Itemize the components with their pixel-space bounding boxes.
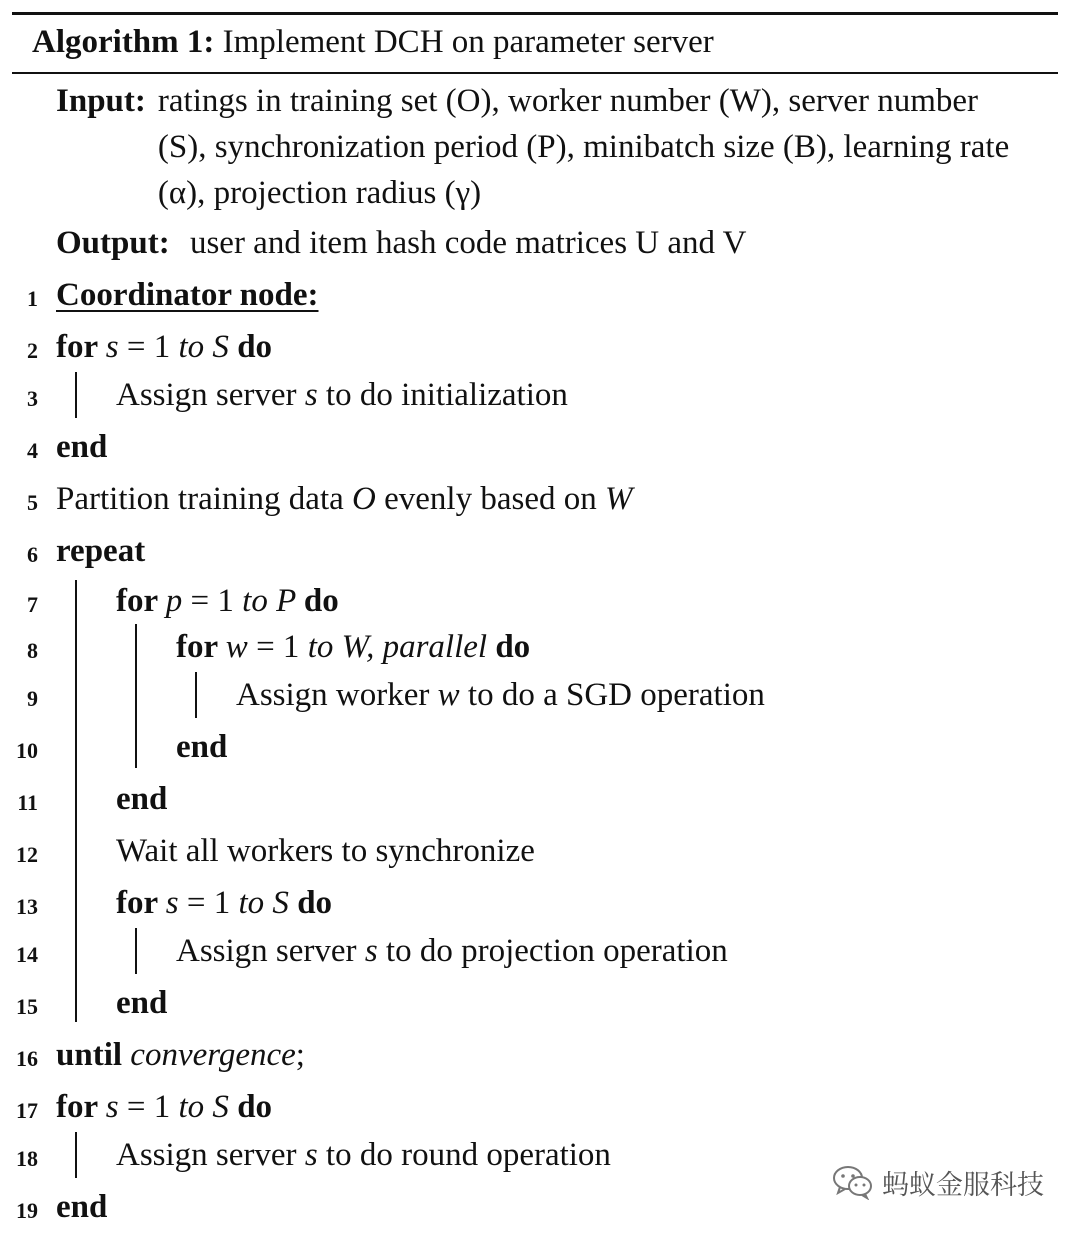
line-number: 3 [27, 386, 38, 411]
block-bar-for-p [135, 624, 137, 768]
code-token: to do initialization [317, 377, 568, 413]
algorithm-line [0, 670, 1060, 720]
code-token: w [225, 629, 248, 665]
line-number: 15 [16, 994, 38, 1019]
line-code [116, 774, 167, 824]
code-token: end [116, 781, 168, 817]
code-token: Partition training data [56, 481, 353, 517]
algorithm-line [0, 474, 1060, 524]
code-token: do [237, 329, 273, 365]
code-token: do [303, 583, 339, 619]
algorithm-line [0, 878, 1060, 928]
algorithm-line [0, 622, 1060, 672]
line-code [176, 722, 227, 772]
line-number: 7 [27, 592, 38, 617]
algorithm-label: Algorithm 1: [32, 24, 215, 60]
line-code [56, 526, 145, 576]
code-token: s [165, 885, 179, 921]
code-token: ; [295, 1037, 305, 1073]
code-token: for [116, 583, 166, 619]
code-token: s [304, 377, 318, 413]
code-token: end [176, 729, 228, 765]
algorithm-line [0, 322, 1060, 372]
algorithm-line [0, 370, 1060, 420]
line-number: 6 [27, 542, 38, 567]
code-token: for [56, 1089, 106, 1125]
code-token: = 1 [118, 1089, 179, 1125]
code-token: Assign worker [236, 677, 438, 713]
line-code [56, 1182, 107, 1232]
algorithm-line [0, 978, 1060, 1028]
line-code [56, 1082, 272, 1132]
code-token: end [56, 1189, 108, 1225]
line-code [116, 978, 167, 1028]
line-number: 2 [27, 338, 38, 363]
line-number: 11 [17, 790, 38, 815]
code-token: for [176, 629, 226, 665]
input-spec [56, 78, 1056, 216]
code-token: end [116, 985, 168, 1021]
line-number: 14 [16, 942, 38, 967]
block-bar-repeat [75, 580, 77, 1022]
algorithm-line [0, 422, 1060, 472]
algorithm-line [0, 526, 1060, 576]
code-token: w [437, 677, 460, 713]
code-token: to do a SGD operation [459, 677, 765, 713]
output-label: Output: [56, 225, 170, 261]
code-token: p [165, 583, 183, 619]
code-token: evenly based on [375, 481, 605, 517]
line-code [176, 926, 728, 976]
code-token: to S [178, 329, 238, 365]
line-number: 1 [27, 286, 38, 311]
line-number: 10 [16, 738, 38, 763]
algorithm-line [0, 270, 1060, 320]
code-token: to S [178, 1089, 238, 1125]
code-token: to P [242, 583, 304, 619]
code-token: W [604, 481, 633, 517]
line-number: 4 [27, 438, 38, 463]
line-number: 12 [16, 842, 38, 867]
code-token: s [105, 1089, 119, 1125]
title-rule [12, 72, 1058, 74]
line-code [116, 370, 568, 420]
algorithm-line [0, 926, 1060, 976]
code-token: = 1 [182, 583, 243, 619]
code-token: O [352, 481, 376, 517]
code-token: = 1 [118, 329, 179, 365]
line-code [56, 474, 632, 524]
watermark-text: 蚂蚁金服科技 [882, 1169, 1044, 1201]
line-code [116, 826, 535, 876]
code-token: = 1 [178, 885, 239, 921]
algorithm-title [32, 22, 714, 62]
algorithm-line [0, 1082, 1060, 1132]
algorithm-line [0, 722, 1060, 772]
watermark [832, 1162, 1044, 1202]
input-label: Input: [56, 83, 146, 119]
line-code [236, 670, 765, 720]
code-token: Assign server [116, 377, 305, 413]
code-token: repeat [56, 533, 146, 569]
code-token: convergence [130, 1037, 296, 1073]
block-bar-for-init [75, 372, 77, 418]
algorithm-name: Implement DCH on parameter server [222, 24, 714, 60]
algorithm-line [0, 576, 1060, 626]
line-number: 9 [27, 686, 38, 711]
code-token: do [237, 1089, 273, 1125]
line-code [56, 422, 107, 472]
input-text: ratings in training set (O), worker number (W), server number (S), synchronization period (P), minibatch size (B), learning rate (α), projection radius (γ) [157, 83, 1010, 211]
algorithm-line [0, 774, 1060, 824]
output-spec [56, 220, 1056, 266]
line-number: 17 [16, 1098, 38, 1123]
block-bar-for-projection [135, 928, 137, 974]
code-token: = 1 [247, 629, 308, 665]
line-number: 8 [27, 638, 38, 663]
line-number: 18 [16, 1146, 38, 1171]
line-number: 13 [16, 894, 38, 919]
algorithm-line [0, 826, 1060, 876]
line-code [56, 1030, 305, 1080]
line-code [56, 270, 319, 320]
line-number: 16 [16, 1046, 38, 1071]
line-code [176, 622, 530, 672]
code-token: to S [238, 885, 298, 921]
code-token: end [56, 429, 108, 465]
code-token: to W, parallel [307, 629, 496, 665]
output-text: user and item hash code matrices U and V [189, 225, 747, 261]
code-token: do [495, 629, 531, 665]
code-token: until [56, 1037, 131, 1073]
block-bar-for-w [195, 672, 197, 718]
code-token: Coordinator node: [56, 277, 319, 313]
code-token: for [116, 885, 166, 921]
line-code [56, 322, 272, 372]
code-token: s [105, 329, 119, 365]
line-code [116, 576, 339, 626]
code-token: s [364, 933, 378, 969]
block-bar-for-round [75, 1132, 77, 1178]
code-token: s [304, 1137, 318, 1173]
line-code [116, 878, 332, 928]
code-token: Assign server [116, 1137, 305, 1173]
wechat-icon [832, 1164, 874, 1200]
code-token: Assign server [176, 933, 365, 969]
top-rule [12, 12, 1058, 15]
line-number: 19 [16, 1198, 38, 1223]
code-token: to do round operation [317, 1137, 611, 1173]
line-number: 5 [27, 490, 38, 515]
code-token: for [56, 329, 106, 365]
algorithm-line [0, 1030, 1060, 1080]
code-token: Wait all workers to synchronize [116, 833, 535, 869]
code-token: to do projection operation [377, 933, 728, 969]
line-code [116, 1130, 611, 1180]
code-token: do [297, 885, 333, 921]
